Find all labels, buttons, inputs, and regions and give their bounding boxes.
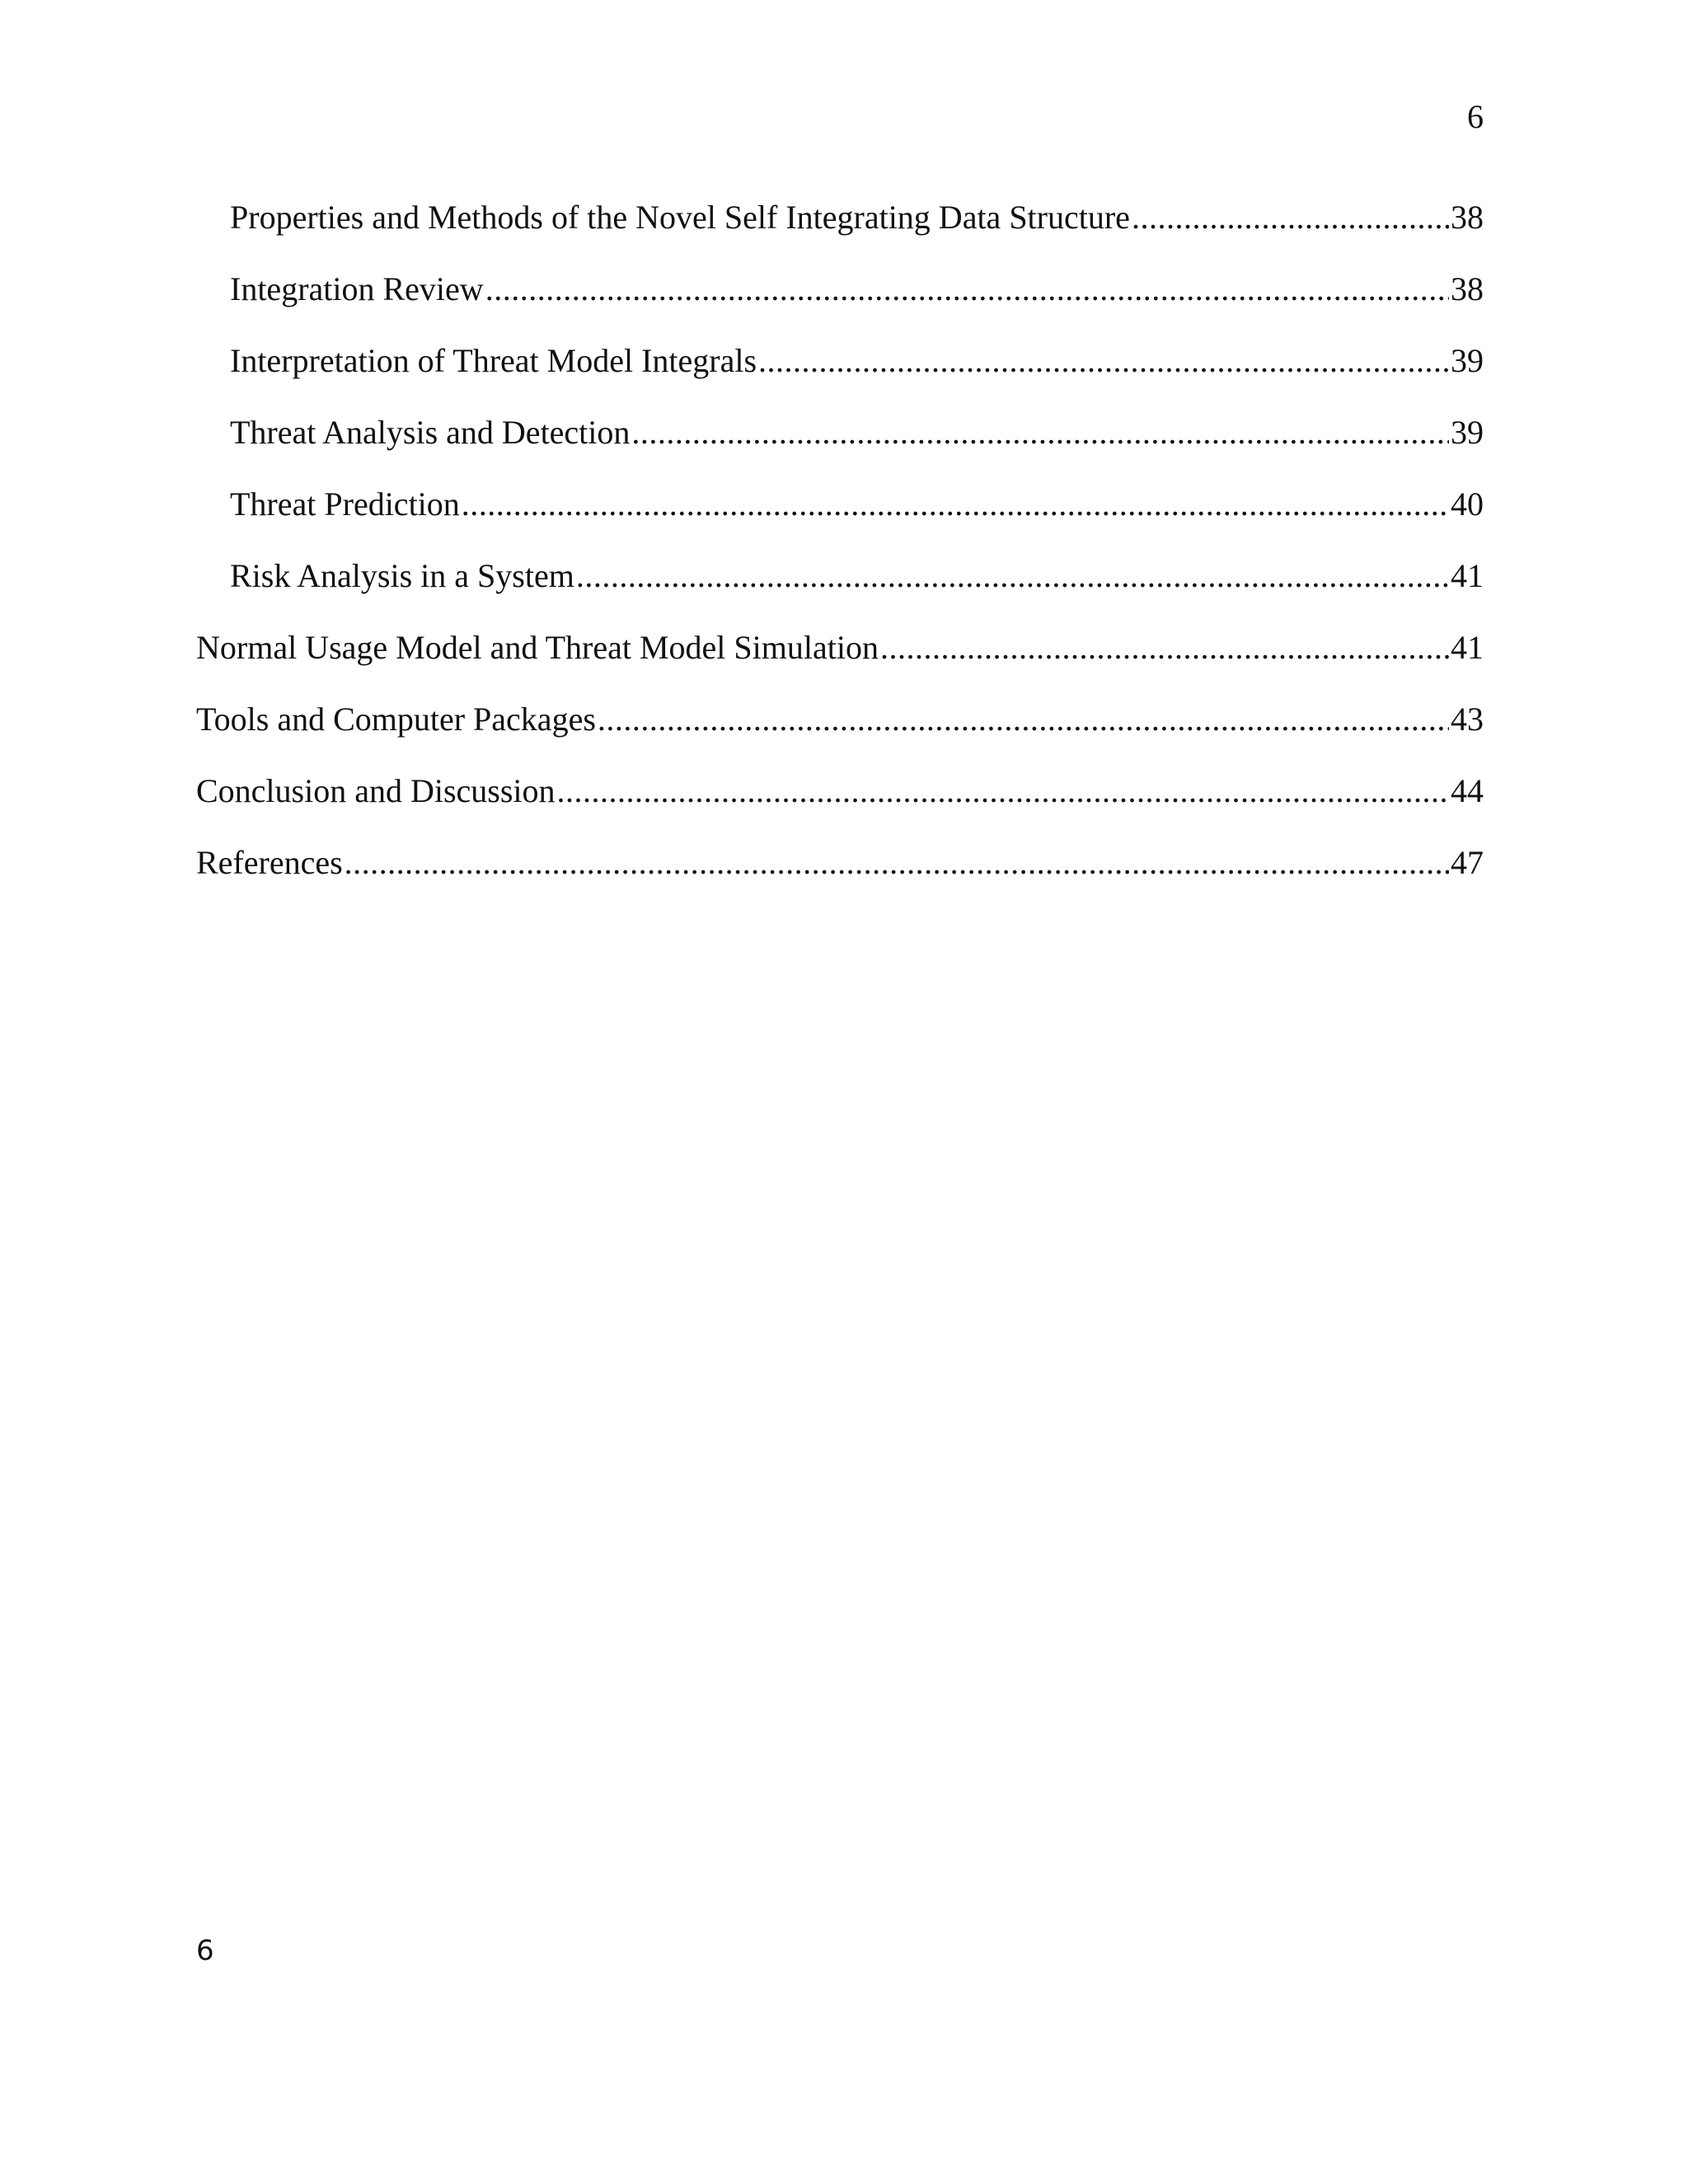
toc-entry-integration-review[interactable] <box>196 266 1484 338</box>
toc-entry-title: Interpretation of Threat Model Integrals <box>230 342 757 379</box>
toc-entry-page: 41 <box>1451 629 1484 666</box>
toc-entry-references[interactable] <box>196 840 1484 912</box>
toc-entry-title: Risk Analysis in a System <box>230 557 574 594</box>
toc-dot-leader <box>345 840 1449 886</box>
toc-entry-page: 47 <box>1451 844 1484 881</box>
footer-page-number: 6 <box>196 1934 214 1967</box>
toc-entry-page: 43 <box>1451 701 1484 738</box>
toc-entry-title: Conclusion and Discussion <box>196 772 556 809</box>
toc-dot-leader <box>576 553 1449 599</box>
toc-entry-properties-and-methods[interactable] <box>196 194 1484 266</box>
toc-dot-leader <box>1132 194 1449 241</box>
toc-dot-leader <box>598 696 1449 743</box>
toc-entry-page: 38 <box>1451 270 1484 307</box>
toc-entry-risk-analysis-in-a-system[interactable] <box>196 553 1484 625</box>
toc-entry-page: 41 <box>1451 557 1484 594</box>
toc-entry-title: References <box>196 844 343 881</box>
toc-entry-page: 40 <box>1451 485 1484 523</box>
toc-entry-title: Threat Prediction <box>230 485 460 523</box>
toc-dot-leader <box>631 410 1449 456</box>
toc-entry-page: 39 <box>1451 414 1484 451</box>
toc-dot-leader <box>880 625 1449 671</box>
toc-entry-title: Properties and Methods of the Novel Self Integrating Data Structure <box>230 199 1130 236</box>
toc-entry-threat-prediction[interactable] <box>196 481 1484 553</box>
toc-entry-page: 39 <box>1451 342 1484 379</box>
toc-dot-leader <box>485 266 1449 312</box>
toc-entry-threat-analysis-and-detection[interactable] <box>196 410 1484 481</box>
toc-entry-interpretation-of-threat-model-integrals[interactable] <box>196 338 1484 410</box>
toc-entry-page: 38 <box>1451 199 1484 236</box>
toc-entry-page: 44 <box>1451 772 1484 809</box>
toc-entry-title: Threat Analysis and Detection <box>230 414 631 451</box>
header-page-number: 6 <box>1467 98 1484 135</box>
table-of-contents <box>196 194 1484 912</box>
toc-dot-leader <box>557 768 1449 814</box>
toc-dot-leader <box>462 481 1449 527</box>
toc-entry-title: Normal Usage Model and Threat Model Simulation <box>196 629 879 666</box>
toc-dot-leader <box>758 338 1449 384</box>
toc-entry-title: Tools and Computer Packages <box>196 701 596 738</box>
toc-entry-normal-usage-model[interactable] <box>196 625 1484 696</box>
toc-entry-conclusion-and-discussion[interactable] <box>196 768 1484 840</box>
toc-entry-tools-and-computer-packages[interactable] <box>196 696 1484 768</box>
toc-entry-title: Integration Review <box>230 270 484 307</box>
